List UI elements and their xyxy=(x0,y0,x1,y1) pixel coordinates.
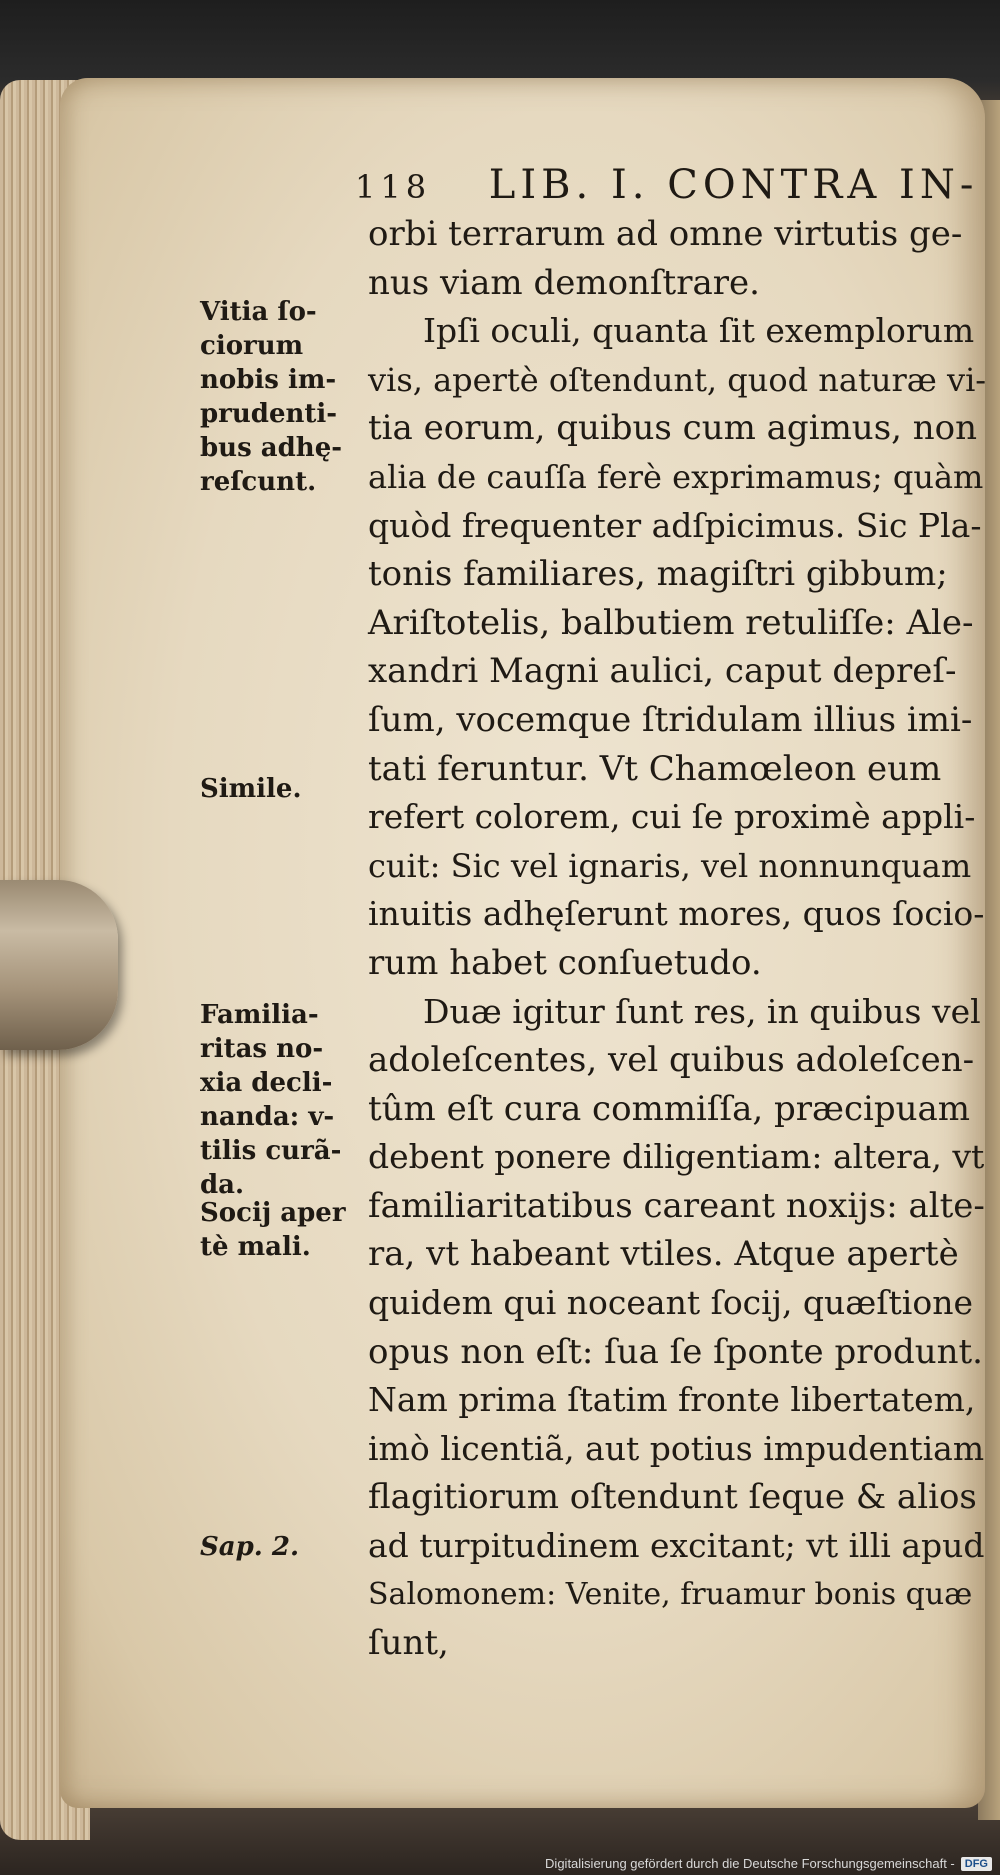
text-line: ſunt, xyxy=(368,1623,449,1664)
text-line: tati feruntur. Vt Chamœleon eum xyxy=(368,748,942,789)
body-text xyxy=(368,210,988,1668)
margin-note-line: reſcunt. xyxy=(200,467,317,497)
margin-note-line: prudenti- xyxy=(200,399,338,429)
text-line: ra, vt habeant vtiles. Atque apertè xyxy=(368,1234,959,1275)
margin-note-simile xyxy=(200,772,302,806)
text-line: tûm eſt cura commiſſa, præcipuam xyxy=(368,1088,971,1129)
text-line: debent ponere diligentiam: altera, vt xyxy=(368,1137,985,1177)
running-header xyxy=(355,162,978,208)
text-line: nus viam demonſtrare. xyxy=(368,262,760,303)
text-line: Salomonem: Venite, fruamur bonis quæ xyxy=(368,1576,973,1612)
digitization-credit xyxy=(545,1856,992,1871)
text-line: rum habet conſuetudo. xyxy=(368,942,762,983)
dfg-logo: DFG xyxy=(961,1857,992,1871)
text-line: ſum, vocemque ſtridulam illius imi- xyxy=(368,699,973,740)
margin-note-line: Vitia ſo- xyxy=(200,297,317,327)
text-line: xandri Magni aulici, caput depreſ- xyxy=(368,651,957,692)
margin-note-line: tè mali. xyxy=(200,1232,311,1262)
margin-note-vitia xyxy=(200,295,342,499)
text-line: tia eorum, quibus cum agimus, non xyxy=(368,408,978,449)
margin-note-line: Socij aper xyxy=(200,1198,346,1228)
text-line: cuit: Sic vel ignaris, vel nonnunquam xyxy=(368,846,972,885)
text-line: ad turpitudinem excitant; vt illi apud xyxy=(368,1526,985,1566)
text-line: imò licentiã, aut potius impudentiam xyxy=(368,1428,985,1468)
margin-note-line: bus adhę- xyxy=(200,433,343,463)
text-line: quòd frequenter adſpicimus. Sic Pla- xyxy=(368,505,982,545)
margin-note-socij xyxy=(200,1196,346,1264)
margin-note-line: Simile. xyxy=(200,774,302,804)
margin-note-line: nanda: v- xyxy=(200,1102,335,1132)
text-line: Nam prima ſtatim fronte libertatem, xyxy=(368,1380,976,1420)
running-title: LIB. I. CONTRA IN- xyxy=(488,162,979,208)
margin-note-line: Sap. 2. xyxy=(200,1532,300,1562)
text-line: opus non eſt: ſua ſe ſponte produnt. xyxy=(368,1331,983,1372)
margin-note-familiaritas xyxy=(200,998,341,1202)
margin-note-line: ciorum xyxy=(200,331,304,361)
text-line: alia de cauſſa ferè exprimamus; quàm xyxy=(368,457,984,496)
text-line: familiaritatibus careant noxijs: alte- xyxy=(368,1185,985,1226)
text-line: Ariſtotelis, balbutiem retuliſſe: Ale- xyxy=(368,602,974,643)
margin-note-line: da. xyxy=(200,1170,245,1200)
text-line: Ipſi oculi, quanta ſit exemplorum xyxy=(423,311,975,351)
text-line: tonis familiares, magiſtri gibbum; xyxy=(368,554,948,595)
margin-note-line: tilis curã- xyxy=(200,1136,342,1166)
margin-note-line: ritas no- xyxy=(200,1034,324,1064)
bookmark-ribbon xyxy=(0,880,118,1050)
margin-note-line: xia decli- xyxy=(200,1068,333,1098)
margin-note-line: Familia- xyxy=(200,1000,319,1030)
text-line: adoleſcentes, vel quibus adoleſcen- xyxy=(368,1040,975,1081)
text-line: Duæ igitur ſunt res, in quibus vel xyxy=(423,991,981,1031)
text-line: refert colorem, cui ſe proximè appli- xyxy=(368,797,976,837)
margin-note-sap xyxy=(200,1530,299,1564)
text-line: inuitis adhęſerunt mores, quos ſocio- xyxy=(368,894,985,934)
credit-text: Digitalisierung gefördert durch die Deutsche Forschungsgemeinschaft - xyxy=(545,1856,955,1871)
margin-note-line: nobis im- xyxy=(200,365,337,395)
text-line: orbi terrarum ad omne virtutis ge- xyxy=(368,214,963,254)
text-line: vis, apertè oſtendunt, quod naturæ vi- xyxy=(368,360,987,399)
text-line: quidem qui noceant ſocij, quæſtione xyxy=(368,1283,974,1323)
text-line: flagitiorum oſtendunt ſeque & alios xyxy=(368,1477,977,1518)
page-number: 118 xyxy=(355,168,432,206)
